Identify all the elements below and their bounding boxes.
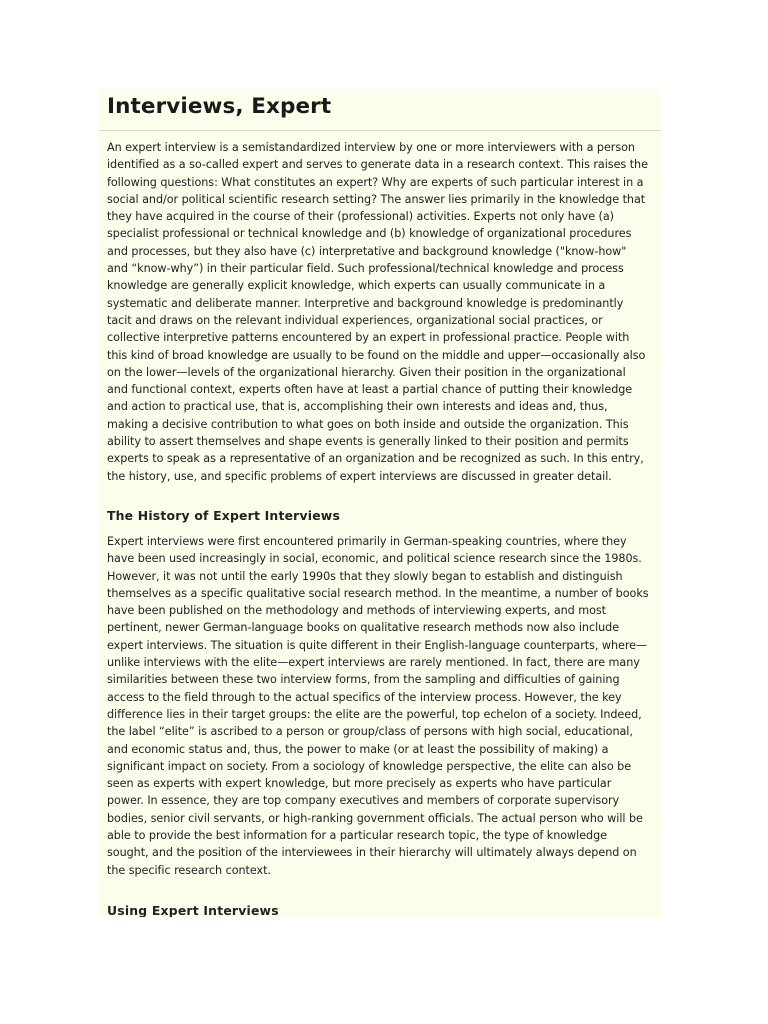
- using-section-heading: Using Expert Interviews: [107, 903, 279, 917]
- history-paragraph: Expert interviews were first encountered primarily in German-speaking countries, where they have been used increasingly in social, economic, and political science research since the 1980s. However, it was not until the early 1990s that they slowly began to establish and distinguish themselves as a specific qualitative social research method. In the meantime, a number of books have been published on the methodology and methods of interviewing experts, and most pertinent, newer German-language books on qualitative research methods now also include expert interviews. The situation is quite different in their English-language counterparts, where— unlike interviews with the elite—expert interviews are rarely mentioned. In fact, there are many similarities between these two interview forms, from the sampling and difficulties of gaining access to the field through to the actual specifics of the interview process. However, the key difference lies in their target groups: the elite are the powerful, top echelon of a society. Indeed, the label “elite” is ascribed to a person or group/class of persons with high social, educational, and economic status and, thus, the power to make (or at least the possibility of making) a significant impact on society. From a sociology of knowledge perspective, the elite can also be seen as experts with expert knowledge, but more precisely as experts who have particular power. In essence, they are top company executives and members of corporate supervisory bodies, senior civil servants, or high-ranking government officials. The actual person who will be able to provide the best information for a particular research topic, the type of knowledge sought, and the position of the interviewees in their hierarchy will ultimately always depend on the specific research context.: [107, 535, 649, 877]
- article-title: Interviews, Expert: [107, 94, 332, 119]
- title-divider: [99, 130, 661, 131]
- history-section-heading: The History of Expert Interviews: [107, 508, 341, 523]
- article-panel: [99, 89, 661, 917]
- intro-paragraph: An expert interview is a semistandardized interview by one or more interviewers with a person identified as a so-called expert and serves to generate data in a research context. This raises the following questions: What constitutes an expert? Why are experts of such particular interest in a social and/or political scientific research setting? The answer lies primarily in the knowledge that they have acquired in the course of their (professional) activities. Experts not only have (a) specialist professional or technical knowledge and (b) knowledge of organizational procedures and processes, but they also have (c) interpretative and background knowledge ("know-how" and “know-why”) in their particular field. Such professional/technical knowledge and process knowledge are generally explicit knowledge, which experts can usually communicate in a systematic and deliberate manner. Interpretive and background knowledge is predominantly tacit and draws on the relevant individual experiences, organizational social practices, or collective interpretive patterns encountered by an expert in professional practice. People with this kind of broad knowledge are usually to be found on the middle and upper—occasionally also on the lower—levels of the organizational hierarchy. Given their position in the organizational and functional context, experts often have at least a partial chance of putting their knowledge and action to practical use, that is, accomplishing their own interests and ideas and, thus, making a decisive contribution to what goes on both inside and outside the organization. This ability to assert themselves and shape events is generally linked to their position and permits experts to speak as a representative of an organization and be recognized as such. In this entry, the history, use, and specific problems of expert interviews are discussed in greater detail.: [107, 141, 648, 483]
